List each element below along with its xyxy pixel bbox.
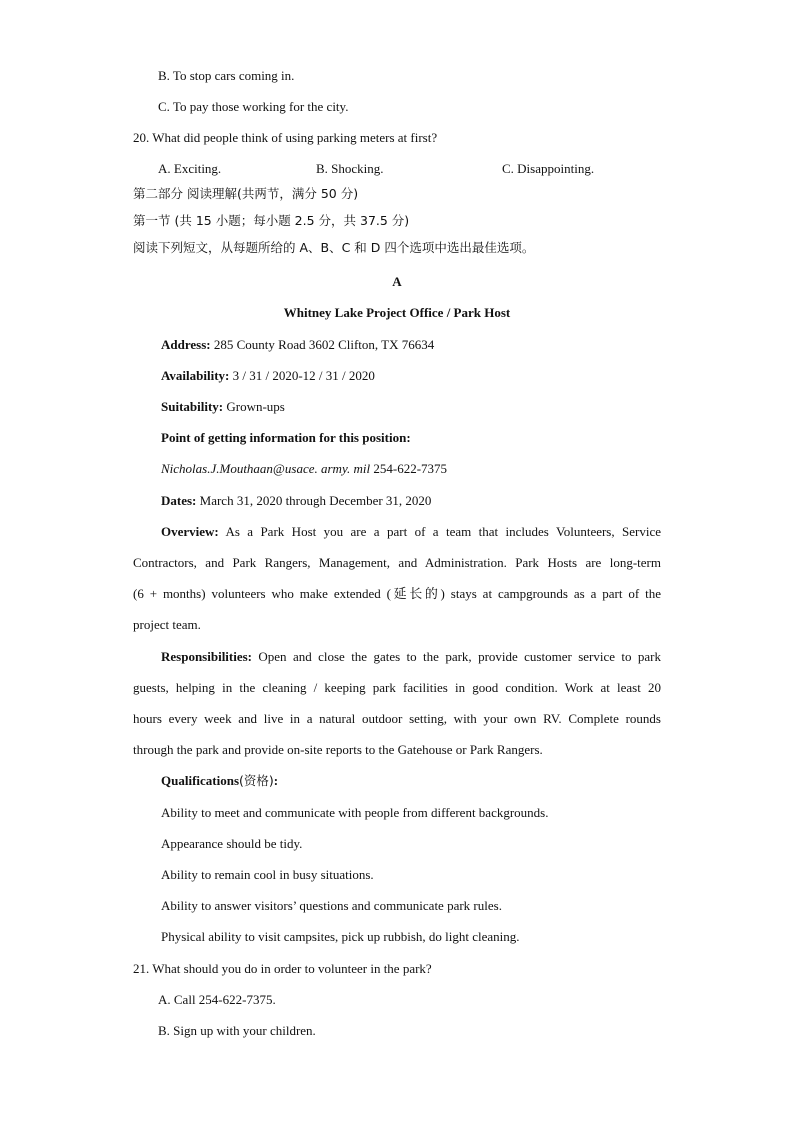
responsibilities-line-2: guests, helping in the cleaning / keeping park facilities in good condition. Work at least 20	[133, 680, 661, 695]
q20-question: 20. What did people think of using parking meters at first?	[133, 130, 438, 145]
responsibilities-label: Responsibilities:	[161, 649, 253, 664]
address-row	[161, 337, 434, 353]
passage-letter: A	[392, 274, 402, 289]
dates-row	[161, 493, 431, 509]
availability-row	[161, 368, 375, 384]
passage-title: Whitney Lake Project Office / Park Host	[283, 305, 511, 320]
availability-label: Availability:	[161, 368, 230, 383]
contact-email: Nicholas.J.Mouthaan@usace. army. mil	[161, 461, 371, 476]
q20-option-b: B. Shocking.	[316, 161, 384, 176]
qualifications-heading: Qualifications(资格):	[161, 773, 279, 788]
address-value: 285 County Road 3602 Clifton, TX 76634	[210, 337, 435, 352]
qualification-item: Ability to remain cool in busy situations.	[161, 867, 374, 882]
qualification-item: Appearance should be tidy.	[161, 836, 303, 851]
overview-line-3: (6 + months) volunteers who make extended (延长的) stays at campgrounds as a part of the	[133, 586, 661, 601]
responsibilities-line-3: hours every week and live in a natural outdoor setting, with your own RV. Complete rounds	[133, 711, 661, 726]
overview-line-2: Contractors, and Park Rangers, Management, and Administration. Park Hosts are long-term	[133, 555, 661, 570]
contact-row	[161, 461, 447, 477]
q21-option-b: B. Sign up with your children.	[158, 1023, 316, 1038]
overview-line-4: project team.	[133, 617, 201, 632]
qualification-item: Ability to answer visitors’ questions and communicate park rules.	[161, 898, 502, 913]
section-one-heading: 第一节 (共 15 小题；每小题 2.5 分，共 37.5 分)	[133, 213, 410, 228]
overview-label: Overview:	[161, 524, 219, 539]
responsibilities-line-1: Responsibilities: Open and close the gates to the park, provide customer service to park	[161, 649, 661, 664]
section-instructions: 阅读下列短文，从每题所给的 A、B、C 和 D 四个选项中选出最佳选项。	[133, 240, 535, 255]
availability-value: 3 / 31 / 2020-12 / 31 / 2020	[229, 368, 375, 383]
suitability-value: Grown-ups	[223, 399, 285, 414]
q20-option-a: A. Exciting.	[158, 161, 222, 176]
contact-label: Point of getting information for this position:	[161, 430, 411, 445]
responsibilities-line-4: through the park and provide on-site reports to the Gatehouse or Park Rangers.	[133, 742, 543, 757]
q19-option-c: C. To pay those working for the city.	[158, 99, 349, 114]
q21-option-a: A. Call 254-622-7375.	[158, 992, 276, 1007]
dates-value: March 31, 2020 through December 31, 2020	[196, 493, 432, 508]
dates-label: Dates:	[161, 493, 197, 508]
suitability-row	[161, 399, 285, 415]
address-label: Address:	[161, 337, 211, 352]
section-part-two-heading: 第二部分 阅读理解(共两节，满分 50 分)	[133, 186, 359, 201]
q19-option-b: B. To stop cars coming in.	[158, 68, 295, 83]
qualification-item: Ability to meet and communicate with people from different backgrounds.	[161, 805, 549, 820]
qualification-item: Physical ability to visit campsites, pick up rubbish, do light cleaning.	[161, 929, 520, 944]
overview-line-1: Overview: As a Park Host you are a part of a team that includes Volunteers, Service	[161, 524, 661, 539]
q20-option-c: C. Disappointing.	[502, 161, 595, 176]
contact-phone: 254-622-7375	[370, 461, 448, 476]
suitability-label: Suitability:	[161, 399, 224, 414]
q21-question: 21. What should you do in order to volunteer in the park?	[133, 961, 432, 976]
